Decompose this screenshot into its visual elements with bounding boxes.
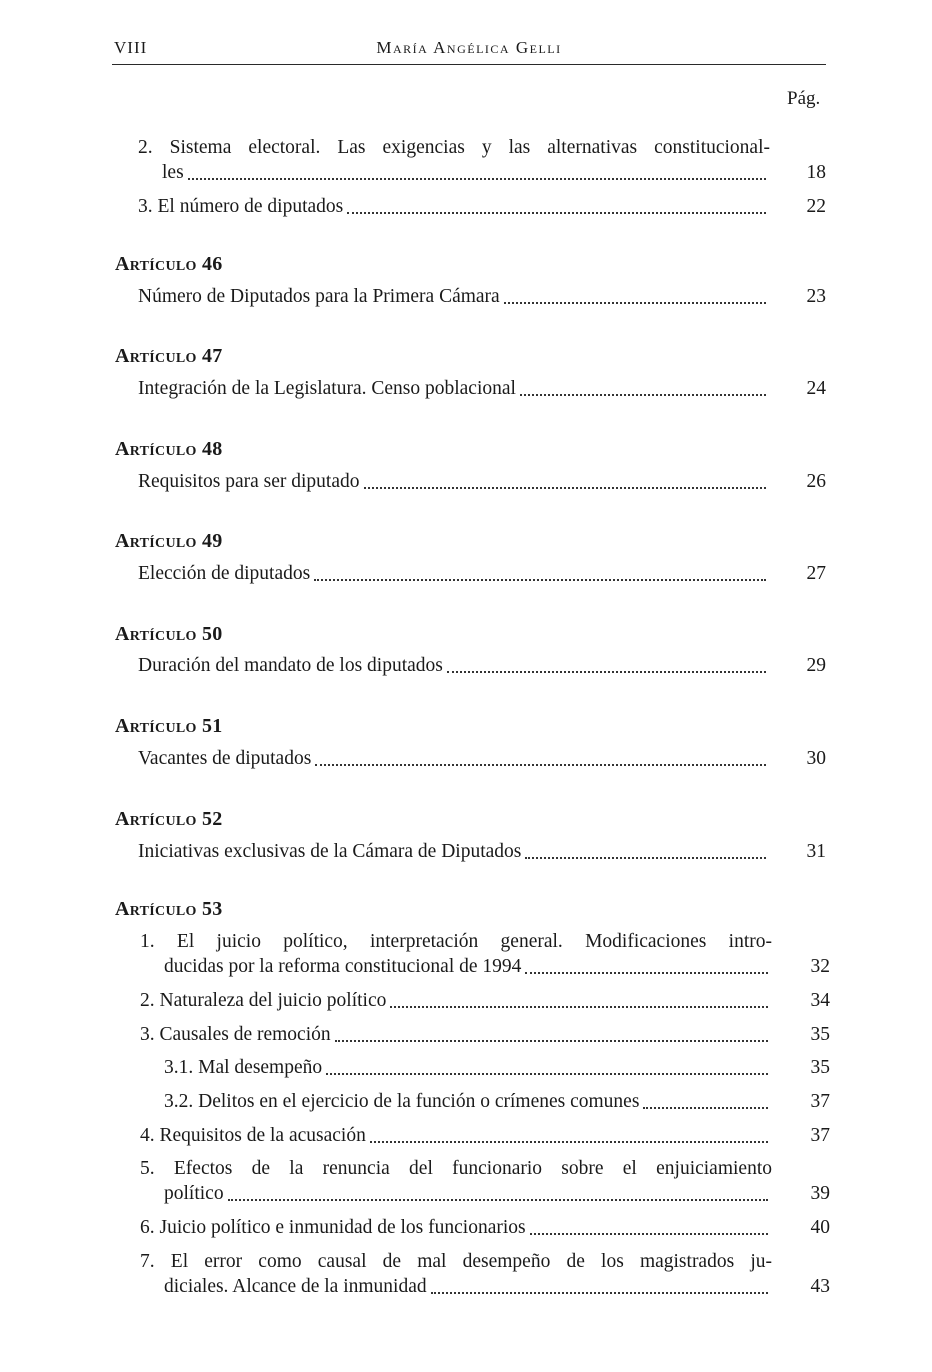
toc-entry xyxy=(138,746,770,772)
article-heading: Artículo 53 xyxy=(115,898,223,920)
dot-leader xyxy=(525,972,768,974)
article-heading: Artículo 49 xyxy=(115,530,223,552)
toc-page-number: 18 xyxy=(806,162,826,183)
dot-leader xyxy=(370,1141,768,1143)
dot-leader xyxy=(347,212,766,214)
toc-entry xyxy=(164,1274,772,1300)
toc-entry-text: político xyxy=(164,1183,224,1204)
dot-leader xyxy=(520,394,766,396)
toc-entry-text: Elección de diputados xyxy=(138,563,311,584)
dot-leader xyxy=(228,1199,768,1201)
toc-entry-text: Duración del mandato de los diputados xyxy=(138,655,443,676)
toc-page-number: 35 xyxy=(810,1024,830,1045)
toc-entry xyxy=(164,1055,772,1081)
dot-leader xyxy=(314,579,766,581)
toc-entry-text: 6. Juicio político e inmunidad de los funcionarios xyxy=(140,1217,526,1238)
dot-leader xyxy=(504,302,766,304)
dot-leader xyxy=(315,764,766,766)
article-heading: Artículo 51 xyxy=(115,715,223,737)
running-header xyxy=(112,38,826,65)
toc-page-number: 43 xyxy=(810,1276,830,1297)
toc-page-number: 37 xyxy=(810,1125,830,1146)
toc-entry-text: diciales. Alcance de la inmunidad xyxy=(164,1276,427,1297)
article-heading: Artículo 52 xyxy=(115,808,223,830)
toc-entry-text: 3. Causales de remoción xyxy=(140,1024,331,1045)
toc-page-number: 32 xyxy=(810,956,830,977)
dot-leader xyxy=(530,1233,768,1235)
dot-leader xyxy=(431,1292,768,1294)
toc-page-number: 34 xyxy=(810,990,830,1011)
toc-entry xyxy=(140,1022,772,1048)
toc-page-number: 29 xyxy=(806,655,826,676)
toc-page-number: 27 xyxy=(806,563,826,584)
dot-leader xyxy=(188,178,766,180)
article-heading: Artículo 50 xyxy=(115,623,223,645)
toc-entry-line: 2. Sistema electoral. Las exigencias y las alternativas constitucional- xyxy=(138,137,770,158)
toc-entry-text: 4. Requisitos de la acusación xyxy=(140,1125,366,1146)
toc-entry xyxy=(162,160,770,186)
dot-leader xyxy=(364,487,767,489)
toc-entry xyxy=(138,469,770,495)
toc-page-number: 22 xyxy=(806,196,826,217)
toc-page-number: 39 xyxy=(810,1183,830,1204)
toc-entry xyxy=(164,954,772,980)
toc-entry-line: 1. El juicio político, interpretación general. Modificaciones intro- xyxy=(140,931,772,952)
article-heading: Artículo 47 xyxy=(115,345,223,367)
toc-entry xyxy=(138,284,770,310)
toc-page-number: 40 xyxy=(810,1217,830,1238)
toc-page-number: 37 xyxy=(810,1091,830,1112)
toc-entry xyxy=(138,561,770,587)
toc-entry xyxy=(140,988,772,1014)
toc-page-number: 23 xyxy=(806,286,826,307)
page-column-label: Pág. xyxy=(787,88,821,109)
toc-entry-text: 3.2. Delitos en el ejercicio de la función o crímenes comunes xyxy=(164,1091,640,1112)
toc-entry-text: 3. El número de diputados xyxy=(138,196,344,217)
toc-entry-text: Número de Diputados para la Primera Cámara xyxy=(138,286,500,307)
toc-entry-text: 2. Naturaleza del juicio político xyxy=(140,990,387,1011)
article-heading: Artículo 48 xyxy=(115,438,223,460)
running-title: María Angélica Gelli xyxy=(376,38,562,57)
toc-page-number: 30 xyxy=(806,748,826,769)
toc-entry-text: les xyxy=(162,162,184,183)
dot-leader xyxy=(643,1107,768,1109)
toc-entry-text: Vacantes de diputados xyxy=(138,748,312,769)
dot-leader xyxy=(390,1006,768,1008)
dot-leader xyxy=(335,1040,768,1042)
dot-leader xyxy=(447,671,766,673)
dot-leader xyxy=(525,857,766,859)
toc-entry xyxy=(138,839,770,865)
toc-entry xyxy=(140,1123,772,1149)
page-folio: VIII xyxy=(114,38,148,57)
toc-entry xyxy=(164,1181,772,1207)
toc-entry-line: 7. El error como causal de mal desempeño de los magistrados ju- xyxy=(140,1251,772,1272)
dot-leader xyxy=(326,1073,768,1075)
toc-page-number: 26 xyxy=(806,471,826,492)
toc-page-number: 31 xyxy=(806,841,826,862)
article-heading: Artículo 46 xyxy=(115,253,223,275)
toc-page-number: 24 xyxy=(806,378,826,399)
toc-entry xyxy=(138,376,770,402)
toc-entry-text: ducidas por la reforma constitucional de 1994 xyxy=(164,956,522,977)
toc-entry xyxy=(138,653,770,679)
toc-entry xyxy=(138,194,770,220)
toc-entry-text: 3.1. Mal desempeño xyxy=(164,1057,323,1078)
toc-entry-text: Iniciativas exclusivas de la Cámara de Diputados xyxy=(138,841,522,862)
toc-entry-text: Requisitos para ser diputado xyxy=(138,471,360,492)
toc-entry-text: Integración de la Legislatura. Censo poblacional xyxy=(138,378,516,399)
toc-entry xyxy=(164,1089,772,1115)
toc-page-number: 35 xyxy=(810,1057,830,1078)
toc-entry xyxy=(140,1215,772,1241)
toc-entry-line: 5. Efectos de la renuncia del funcionario sobre el enjuiciamiento xyxy=(140,1158,772,1179)
